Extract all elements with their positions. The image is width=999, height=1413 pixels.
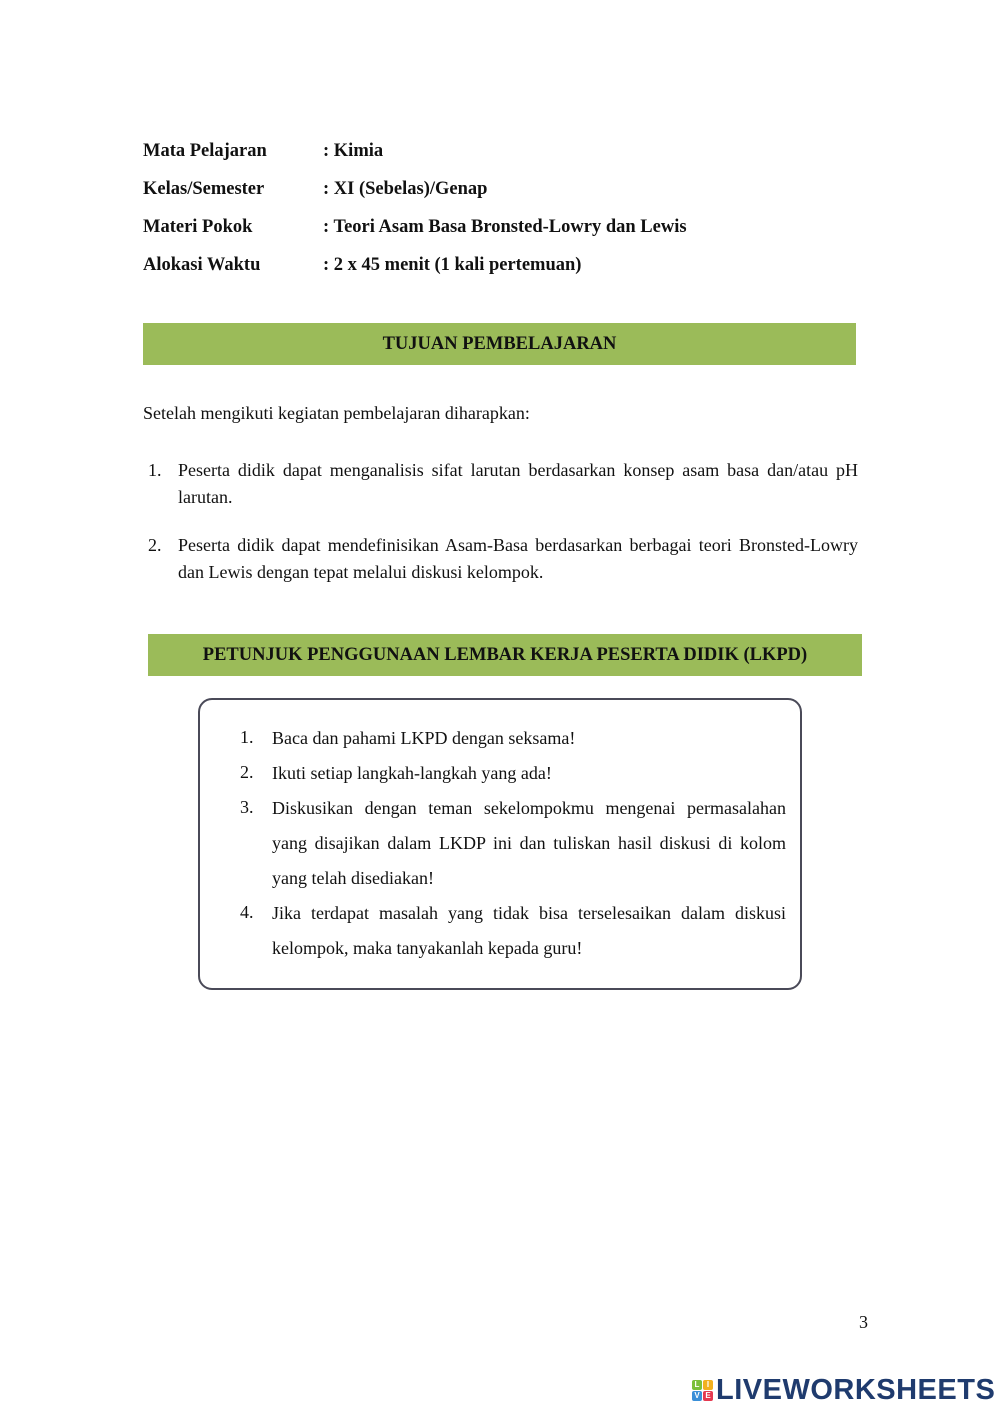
item-number: 2. bbox=[240, 762, 254, 782]
item-number: 3. bbox=[240, 797, 254, 817]
item-text: Peserta didik dapat mendefinisikan Asam-Basa berdasarkan berbagai teori Bronsted-Lowry dan Lewis dengan tepat melalui diskusi kelompok. bbox=[178, 535, 858, 582]
tile: E bbox=[703, 1391, 713, 1401]
item-text: Diskusikan dengan teman sekelompokmu mengenai permasalahan yang disajikan dalam LKDP ini dan tuliskan hasil diskusi di kolom yang telah disediakan! bbox=[272, 798, 786, 888]
item-number: 1. bbox=[240, 727, 254, 747]
meta-label: Kelas/Semester bbox=[143, 179, 265, 199]
tujuan-intro: Setelah mengikuti kegiatan pembelajaran diharapkan: bbox=[143, 403, 530, 423]
tile: V bbox=[692, 1391, 702, 1401]
tile: I bbox=[703, 1380, 713, 1390]
petunjuk-heading: PETUNJUK PENGGUNAAN LEMBAR KERJA PESERTA DIDIK (LKPD) bbox=[148, 634, 862, 676]
page-number: 3 bbox=[859, 1312, 868, 1332]
meta-value: : Teori Asam Basa Bronsted-Lowry dan Lewis bbox=[323, 217, 687, 237]
tujuan-heading: TUJUAN PEMBELAJARAN bbox=[143, 323, 856, 365]
logo-wordmark: LIVEWORKSHEETS bbox=[716, 1374, 996, 1406]
meta-label: Mata Pelajaran bbox=[143, 141, 267, 161]
item-number: 1. bbox=[148, 460, 162, 480]
item-number: 4. bbox=[240, 902, 254, 922]
liveworksheets-logo[interactable] bbox=[692, 1374, 995, 1407]
meta-label: Materi Pokok bbox=[143, 217, 253, 237]
live-tiles-icon bbox=[692, 1380, 713, 1401]
meta-value: : 2 x 45 menit (1 kali pertemuan) bbox=[323, 255, 582, 275]
tile: L bbox=[692, 1380, 702, 1390]
item-number: 2. bbox=[148, 535, 162, 555]
item-text: Baca dan pahami LKPD dengan seksama! bbox=[272, 728, 576, 748]
item-text: Ikuti setiap langkah-langkah yang ada! bbox=[272, 763, 552, 783]
petunjuk-box bbox=[198, 698, 802, 990]
meta-value: : XI (Sebelas)/Genap bbox=[323, 179, 488, 199]
meta-value: : Kimia bbox=[323, 141, 384, 161]
meta-label: Alokasi Waktu bbox=[143, 255, 261, 275]
item-text: Peserta didik dapat menganalisis sifat larutan berdasarkan konsep asam basa dan/atau pH larutan. bbox=[178, 460, 858, 507]
item-text: Jika terdapat masalah yang tidak bisa terselesaikan dalam diskusi kelompok, maka tanyakanlah kepada guru! bbox=[272, 903, 786, 958]
